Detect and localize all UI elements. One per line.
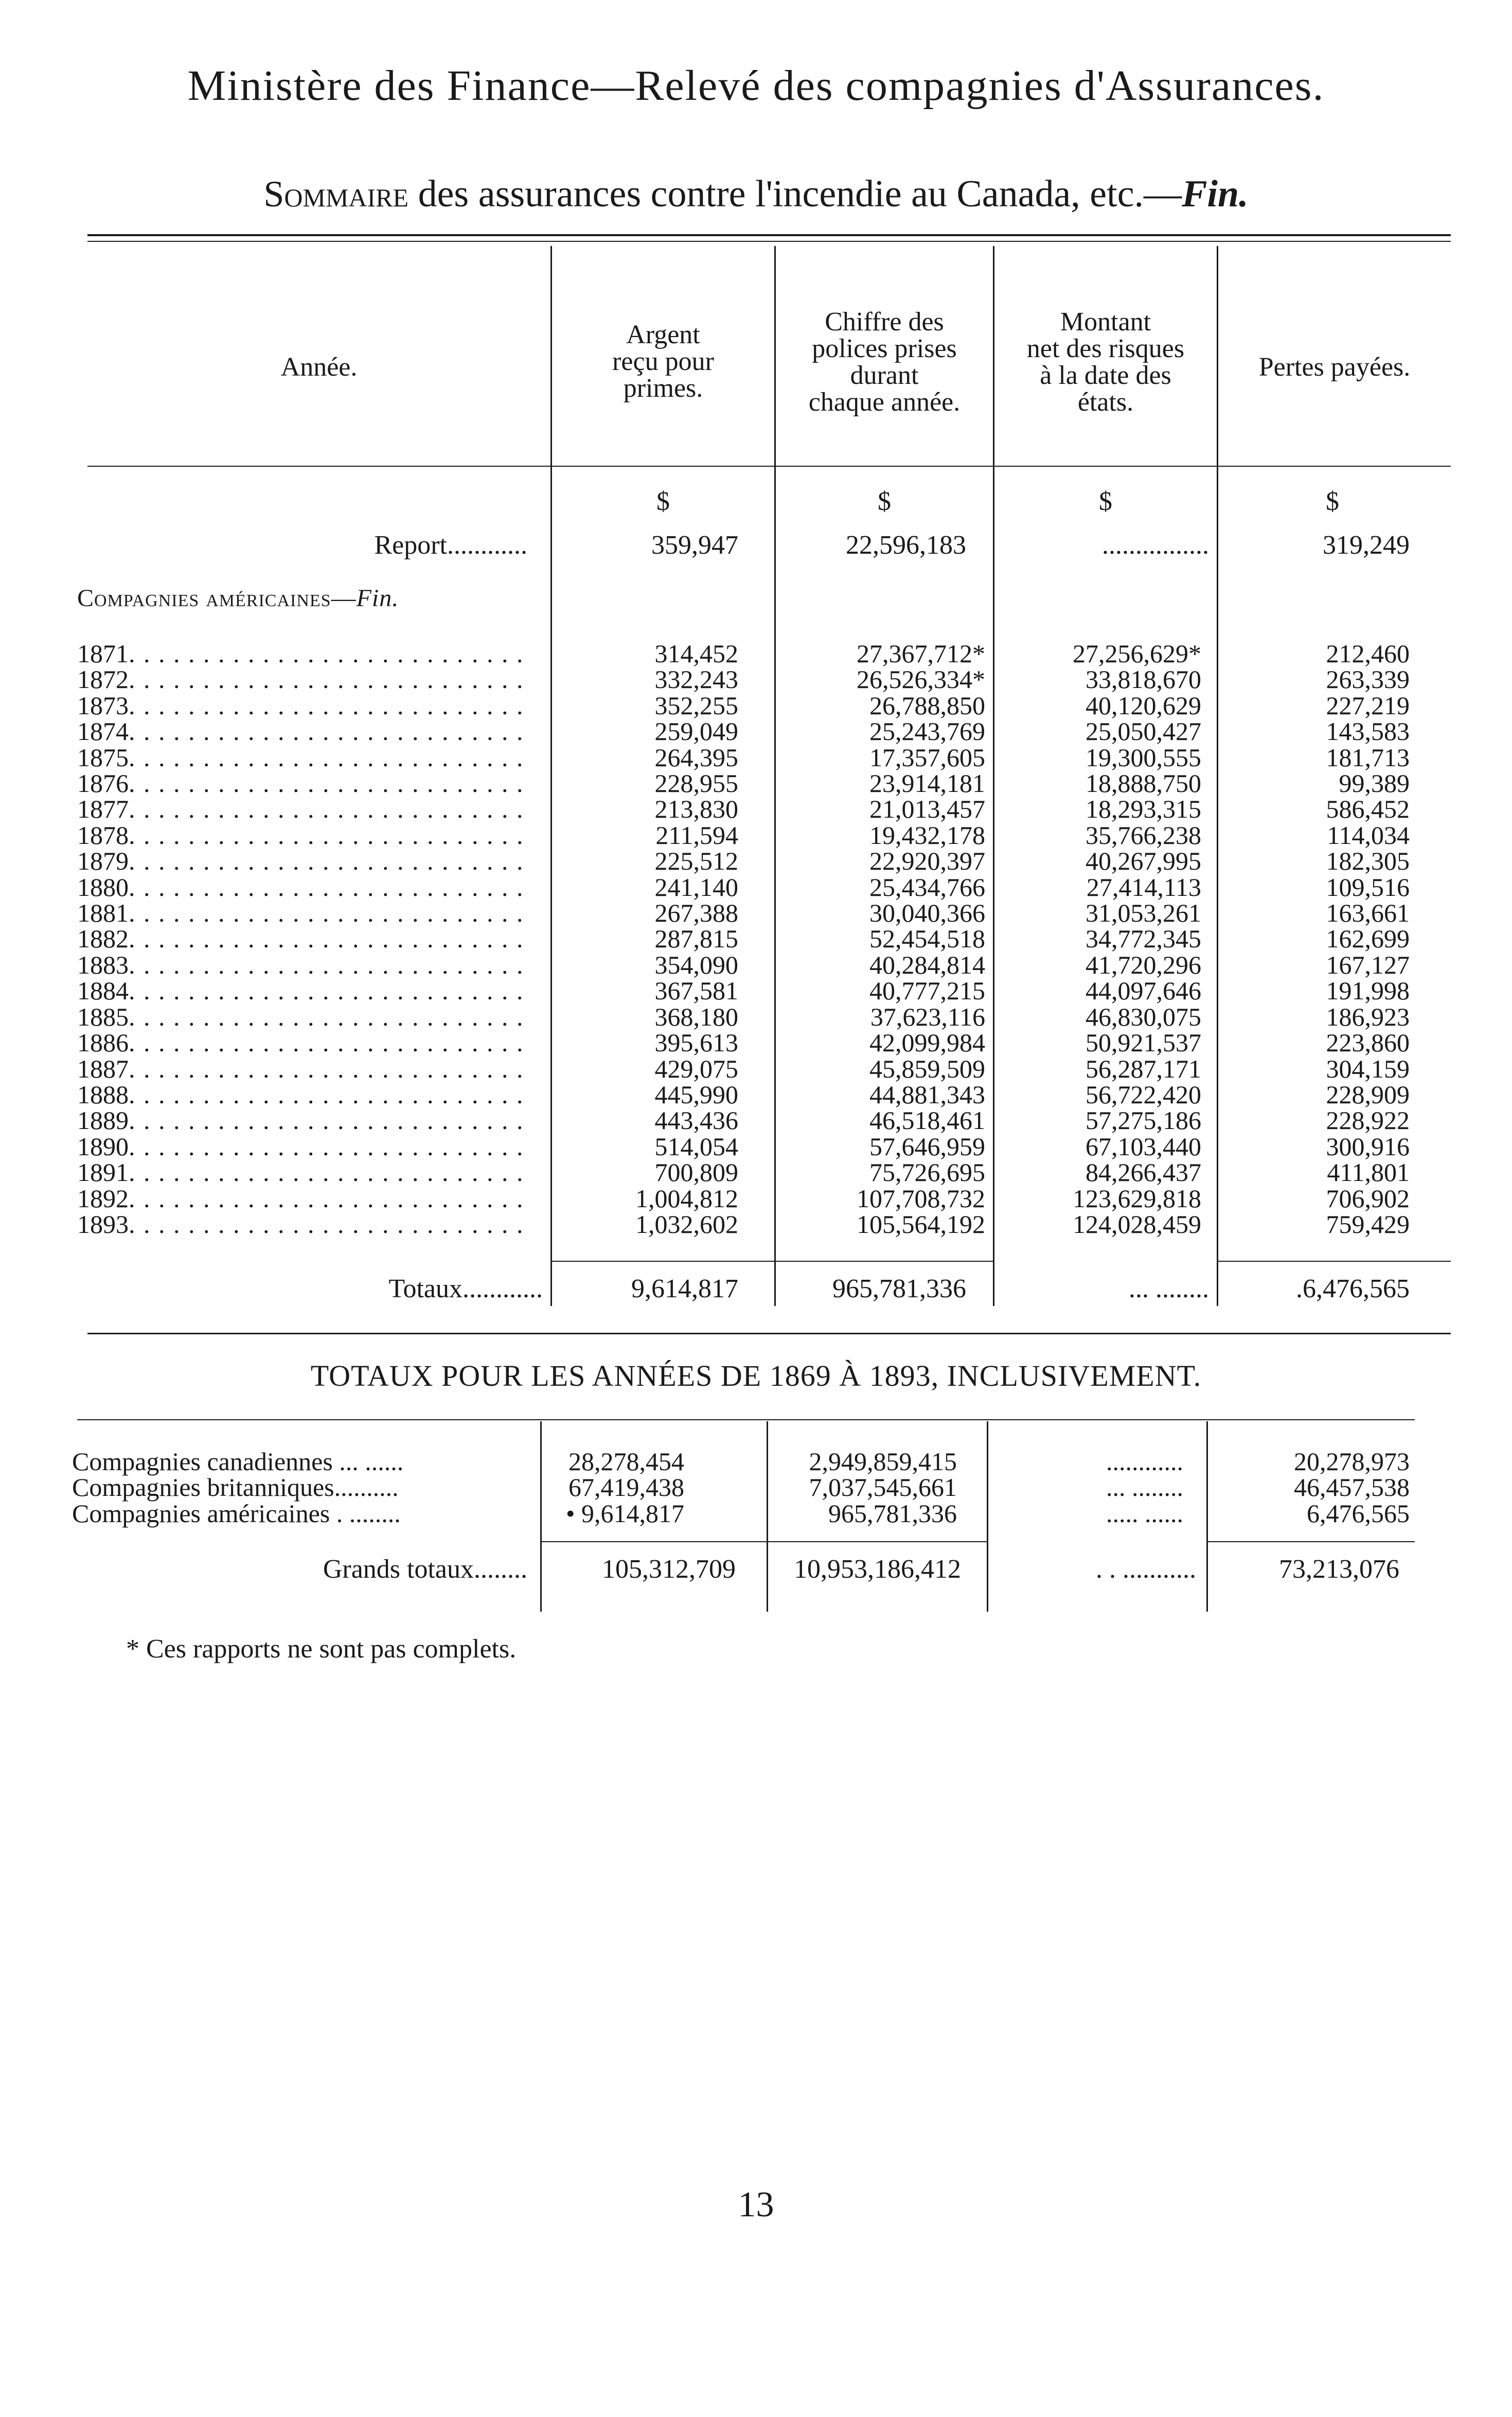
cell-year: 1892. . . . . . . . . . . . . . . . . . . . . . . . . . . bbox=[77, 1184, 524, 1213]
currency-argent: $ bbox=[656, 487, 670, 516]
table-row bbox=[77, 926, 1410, 951]
cell-chiffre: 40,777,215 bbox=[869, 976, 985, 1005]
cell-pertes: 212,460 bbox=[1326, 639, 1410, 668]
cell-pertes: 186,923 bbox=[1326, 1002, 1410, 1031]
table-row bbox=[77, 693, 1410, 718]
cell-chiffre: 26,788,850 bbox=[869, 691, 985, 720]
cell-chiffre: 23,914,181 bbox=[869, 769, 985, 798]
cell-montant: 67,103,440 bbox=[1086, 1132, 1201, 1161]
cell-montant: 25,050,427 bbox=[1086, 717, 1201, 746]
table-end-rule bbox=[87, 1333, 1451, 1334]
grand-argent: 105,312,709 bbox=[602, 1555, 736, 1584]
cell-chiffre: 57,646,959 bbox=[869, 1132, 985, 1161]
cell-year: 1888. . . . . . . . . . . . . . . . . . . . . . . . . . . bbox=[77, 1080, 524, 1109]
table-row bbox=[77, 718, 1410, 744]
cell-chiffre: 44,881,343 bbox=[869, 1080, 985, 1109]
running-title: Ministère des Finance—Relevé des compagnies d'Assurances. bbox=[187, 62, 1325, 110]
cell-montant: 44,097,646 bbox=[1086, 976, 1201, 1005]
cell-pertes: 163,661 bbox=[1326, 898, 1410, 928]
cell-pertes: 191,998 bbox=[1326, 976, 1410, 1005]
cell-year: 1885. . . . . . . . . . . . . . . . . . . . . . . . . . . bbox=[77, 1002, 524, 1031]
cell-pertes: 706,902 bbox=[1326, 1184, 1410, 1213]
cell-montant: 35,766,238 bbox=[1086, 820, 1201, 850]
subtitle-text: des assurances contre l'incendie au Canada, etc.— bbox=[418, 173, 1182, 215]
cell-argent: 228,955 bbox=[654, 769, 738, 798]
cell-argent: 352,255 bbox=[654, 691, 738, 720]
cell-montant: 40,267,995 bbox=[1086, 846, 1201, 876]
cell-chiffre: 25,243,769 bbox=[869, 717, 985, 746]
table-row bbox=[77, 952, 1410, 978]
cell-chiffre: 26,526,334* bbox=[857, 665, 985, 694]
cell-montant: 34,772,345 bbox=[1086, 924, 1201, 954]
report-label: Report............ bbox=[374, 531, 527, 560]
cell-chiffre: 19,432,178 bbox=[869, 820, 985, 850]
cell-year: 1881. . . . . . . . . . . . . . . . . . . . . . . . . . . bbox=[77, 898, 524, 928]
cell-chiffre: 45,859,509 bbox=[869, 1054, 985, 1083]
cell-pertes: 263,339 bbox=[1326, 665, 1410, 694]
summary-cell-label: Compagnies canadiennes ... ...... bbox=[72, 1447, 404, 1476]
cell-pertes: 109,516 bbox=[1326, 872, 1410, 902]
cell-year: 1875. . . . . . . . . . . . . . . . . . . . . . . . . . . bbox=[77, 743, 524, 772]
cell-montant: 123,629,818 bbox=[1073, 1184, 1201, 1213]
cell-chiffre: 22,920,397 bbox=[869, 846, 985, 876]
table-row bbox=[77, 874, 1410, 900]
cell-year: 1874. . . . . . . . . . . . . . . . . . . . . . . . . . . bbox=[77, 717, 524, 746]
header-pertes: Pertes payées. bbox=[1258, 352, 1411, 382]
footnote: * Ces rapports ne sont pas complets. bbox=[126, 1634, 517, 1664]
summary-cell-montant: ... ........ bbox=[1106, 1473, 1183, 1502]
table-row bbox=[77, 770, 1410, 796]
table-row bbox=[77, 666, 1410, 692]
summary-cell-pertes: 6,476,565 bbox=[1307, 1498, 1410, 1528]
cell-year: 1893. . . . . . . . . . . . . . . . . . . . . . . . . . . bbox=[77, 1209, 524, 1239]
page-number: 13 bbox=[738, 2185, 774, 2225]
cell-year: 1884. . . . . . . . . . . . . . . . . . . . . . . . . . . bbox=[77, 976, 524, 1005]
header-annee: Année. bbox=[280, 352, 358, 382]
cell-montant: 56,287,171 bbox=[1086, 1054, 1201, 1083]
cell-pertes: 411,801 bbox=[1327, 1158, 1410, 1187]
cell-argent: 443,436 bbox=[654, 1106, 738, 1135]
grand-rule-chiffre bbox=[768, 1541, 987, 1542]
cell-argent: 241,140 bbox=[654, 872, 738, 902]
cell-pertes: 114,034 bbox=[1327, 820, 1410, 850]
cell-argent: 225,512 bbox=[654, 846, 738, 876]
report-chiffre: 22,596,183 bbox=[846, 531, 966, 560]
table-row bbox=[77, 1186, 1410, 1211]
summary-heading: TOTAUX POUR LES ANNÉES DE 1869 À 1893, INCLUSIVEMENT. bbox=[310, 1359, 1202, 1392]
table-row bbox=[77, 822, 1410, 848]
cell-montant: 46,830,075 bbox=[1086, 1002, 1201, 1031]
cell-argent: 259,049 bbox=[654, 717, 738, 746]
cell-argent: 213,830 bbox=[654, 795, 738, 824]
header-chiffre: Chiffre des polices prises durant chaque année. bbox=[808, 307, 960, 417]
cell-montant: 27,256,629* bbox=[1073, 639, 1201, 668]
top-rule-1 bbox=[87, 234, 1451, 236]
report-argent: 359,947 bbox=[651, 531, 738, 560]
cell-year: 1877. . . . . . . . . . . . . . . . . . . . . . . . . . . bbox=[77, 795, 524, 824]
cell-year: 1880. . . . . . . . . . . . . . . . . . . . . . . . . . . bbox=[77, 872, 524, 902]
currency-pertes: $ bbox=[1326, 487, 1339, 516]
cell-argent: 267,388 bbox=[654, 898, 738, 928]
table-row bbox=[77, 1056, 1410, 1082]
cell-year: 1886. . . . . . . . . . . . . . . . . . . . . . . . . . . bbox=[77, 1028, 524, 1057]
cell-chiffre: 37,623,116 bbox=[870, 1002, 985, 1031]
cell-year: 1878. . . . . . . . . . . . . . . . . . . . . . . . . . . bbox=[77, 820, 524, 850]
cell-pertes: 182,305 bbox=[1326, 846, 1410, 876]
totaux-montant: ... ........ bbox=[1129, 1274, 1209, 1303]
cell-argent: 368,180 bbox=[654, 1002, 738, 1031]
cell-year: 1890. . . . . . . . . . . . . . . . . . . . . . . . . . . bbox=[77, 1132, 524, 1161]
summary-cell-chiffre: 2,949,859,415 bbox=[809, 1447, 957, 1476]
cell-argent: 1,032,602 bbox=[635, 1209, 738, 1239]
cell-pertes: 227,219 bbox=[1326, 691, 1410, 720]
yearly-table bbox=[77, 641, 1410, 1237]
cell-argent: 367,581 bbox=[654, 976, 738, 1005]
cell-montant: 27,414,113 bbox=[1086, 872, 1201, 902]
cell-pertes: 167,127 bbox=[1326, 950, 1410, 979]
cell-year: 1882. . . . . . . . . . . . . . . . . . . . . . . . . . . bbox=[77, 924, 524, 954]
table-row bbox=[77, 900, 1410, 926]
summary-row bbox=[72, 1501, 1410, 1526]
cell-chiffre: 17,357,605 bbox=[869, 743, 985, 772]
totaux-label: Totaux............ bbox=[388, 1274, 543, 1303]
table-row bbox=[77, 1211, 1410, 1237]
top-rule-2 bbox=[87, 241, 1451, 242]
currency-chiffre: $ bbox=[878, 487, 891, 516]
cell-argent: 287,815 bbox=[654, 924, 738, 954]
currency-montant: $ bbox=[1099, 487, 1112, 516]
totaux-rule-pertes bbox=[1218, 1261, 1451, 1262]
totaux-rule-chiffre bbox=[776, 1261, 993, 1262]
grand-rule-pertes bbox=[1208, 1541, 1415, 1542]
section-label: Compagnies américaines—Fin. bbox=[77, 585, 399, 612]
cell-montant: 31,053,261 bbox=[1086, 898, 1201, 928]
table-row bbox=[77, 796, 1410, 822]
cell-pertes: 99,389 bbox=[1339, 769, 1410, 798]
summary-row bbox=[72, 1449, 1410, 1474]
summary-cell-argent: • 9,614,817 bbox=[565, 1498, 684, 1528]
table-row bbox=[77, 641, 1410, 666]
summary-cell-argent: 67,419,438 bbox=[568, 1473, 684, 1502]
cell-chiffre: 42,099,984 bbox=[869, 1028, 985, 1057]
table-row bbox=[77, 848, 1410, 874]
report-pertes: 319,249 bbox=[1323, 531, 1410, 560]
cell-montant: 18,888,750 bbox=[1086, 769, 1201, 798]
table-row bbox=[77, 978, 1410, 1003]
table-row bbox=[77, 1030, 1410, 1055]
cell-argent: 514,054 bbox=[654, 1132, 738, 1161]
cell-pertes: 586,452 bbox=[1326, 795, 1410, 824]
cell-montant: 19,300,555 bbox=[1086, 743, 1201, 772]
cell-year: 1883. . . . . . . . . . . . . . . . . . . . . . . . . . . bbox=[77, 950, 524, 979]
cell-chiffre: 52,454,518 bbox=[869, 924, 985, 954]
cell-pertes: 223,860 bbox=[1326, 1028, 1410, 1057]
table-row bbox=[77, 745, 1410, 770]
cell-chiffre: 75,726,695 bbox=[869, 1158, 985, 1187]
header-montant: Montant net des risques à la date des états. bbox=[1026, 307, 1185, 417]
table-row bbox=[77, 1004, 1410, 1030]
totaux-argent: 9,614,817 bbox=[631, 1274, 738, 1303]
cell-montant: 57,275,186 bbox=[1086, 1106, 1201, 1135]
table-row bbox=[77, 1107, 1410, 1133]
cell-year: 1887. . . . . . . . . . . . . . . . . . . . . . . . . . . bbox=[77, 1054, 524, 1083]
cell-year: 1876. . . . . . . . . . . . . . . . . . . . . . . . . . . bbox=[77, 769, 524, 798]
grand-rule-argent bbox=[542, 1541, 767, 1542]
cell-pertes: 304,159 bbox=[1326, 1054, 1410, 1083]
cell-year: 1889. . . . . . . . . . . . . . . . . . . . . . . . . . . bbox=[77, 1106, 524, 1135]
cell-argent: 264,395 bbox=[654, 743, 738, 772]
cell-chiffre: 30,040,366 bbox=[869, 898, 985, 928]
cell-montant: 40,120,629 bbox=[1086, 691, 1201, 720]
cell-pertes: 228,909 bbox=[1326, 1080, 1410, 1109]
cell-argent: 395,613 bbox=[654, 1028, 738, 1057]
summary-cell-montant: ............ bbox=[1106, 1447, 1183, 1476]
cell-argent: 445,990 bbox=[654, 1080, 738, 1109]
header-rule bbox=[87, 466, 1451, 467]
summary-table bbox=[72, 1449, 1410, 1526]
cell-montant: 33,818,670 bbox=[1086, 665, 1201, 694]
summary-cell-pertes: 46,457,538 bbox=[1294, 1473, 1410, 1502]
cell-chiffre: 27,367,712* bbox=[857, 639, 985, 668]
cell-pertes: 300,916 bbox=[1326, 1132, 1410, 1161]
grand-label: Grands totaux........ bbox=[323, 1555, 527, 1584]
cell-pertes: 143,583 bbox=[1326, 717, 1410, 746]
cell-montant: 124,028,459 bbox=[1073, 1209, 1201, 1239]
cell-pertes: 759,429 bbox=[1326, 1209, 1410, 1239]
cell-year: 1872. . . . . . . . . . . . . . . . . . . . . . . . . . . bbox=[77, 665, 524, 694]
summary-cell-pertes: 20,278,973 bbox=[1294, 1447, 1410, 1476]
table-row bbox=[77, 1082, 1410, 1107]
cell-chiffre: 107,708,732 bbox=[857, 1184, 985, 1213]
cell-argent: 429,075 bbox=[654, 1054, 738, 1083]
cell-chiffre: 25,434,766 bbox=[869, 872, 985, 902]
grand-montant: . . ........... bbox=[1096, 1555, 1196, 1584]
cell-argent: 332,243 bbox=[654, 665, 738, 694]
summary-cell-montant: ..... ...... bbox=[1106, 1498, 1183, 1528]
table-row bbox=[77, 1134, 1410, 1159]
cell-argent: 211,594 bbox=[655, 820, 738, 850]
summary-row bbox=[72, 1474, 1410, 1500]
cell-pertes: 181,713 bbox=[1326, 743, 1410, 772]
subtitle-fin: Fin. bbox=[1182, 173, 1249, 215]
summary-cell-chiffre: 7,037,545,661 bbox=[809, 1473, 957, 1502]
grand-chiffre: 10,953,186,412 bbox=[794, 1555, 961, 1584]
cell-argent: 700,809 bbox=[654, 1158, 738, 1187]
summary-cell-chiffre: 965,781,336 bbox=[828, 1498, 957, 1528]
summary-top-rule bbox=[77, 1419, 1415, 1420]
cell-montant: 41,720,296 bbox=[1086, 950, 1201, 979]
cell-year: 1879. . . . . . . . . . . . . . . . . . . . . . . . . . . bbox=[77, 846, 524, 876]
summary-cell-label: Compagnies britanniques.......... bbox=[72, 1473, 399, 1502]
totaux-chiffre: 965,781,336 bbox=[832, 1274, 966, 1303]
cell-montant: 18,293,315 bbox=[1086, 795, 1201, 824]
cell-montant: 84,266,437 bbox=[1086, 1158, 1201, 1187]
header-argent: Argent reçu pour primes. bbox=[612, 320, 714, 403]
cell-pertes: 162,699 bbox=[1326, 924, 1410, 954]
table-subtitle bbox=[0, 172, 1512, 216]
totaux-rule-argent bbox=[552, 1261, 774, 1262]
cell-year: 1871. . . . . . . . . . . . . . . . . . . . . . . . . . . bbox=[77, 639, 524, 668]
cell-argent: 1,004,812 bbox=[635, 1184, 738, 1213]
table-row bbox=[77, 1159, 1410, 1185]
summary-cell-argent: 28,278,454 bbox=[568, 1447, 684, 1476]
cell-pertes: 228,922 bbox=[1326, 1106, 1410, 1135]
totaux-pertes: .6,476,565 bbox=[1296, 1274, 1410, 1303]
cell-chiffre: 46,518,461 bbox=[869, 1106, 985, 1135]
subtitle-smallcaps: Sommaire bbox=[263, 173, 409, 215]
cell-year: 1891. . . . . . . . . . . . . . . . . . . . . . . . . . . bbox=[77, 1158, 524, 1187]
grand-pertes: 73,213,076 bbox=[1279, 1555, 1399, 1584]
cell-montant: 56,722,420 bbox=[1086, 1080, 1201, 1109]
summary-cell-label: Compagnies américaines . ........ bbox=[72, 1498, 401, 1528]
cell-chiffre: 40,284,814 bbox=[869, 950, 985, 979]
cell-argent: 314,452 bbox=[654, 639, 738, 668]
report-montant: ................ bbox=[1102, 531, 1209, 560]
cell-chiffre: 21,013,457 bbox=[869, 795, 985, 824]
cell-argent: 354,090 bbox=[654, 950, 738, 979]
cell-year: 1873. . . . . . . . . . . . . . . . . . . . . . . . . . . bbox=[77, 691, 524, 720]
cell-chiffre: 105,564,192 bbox=[857, 1209, 985, 1239]
cell-montant: 50,921,537 bbox=[1086, 1028, 1201, 1057]
